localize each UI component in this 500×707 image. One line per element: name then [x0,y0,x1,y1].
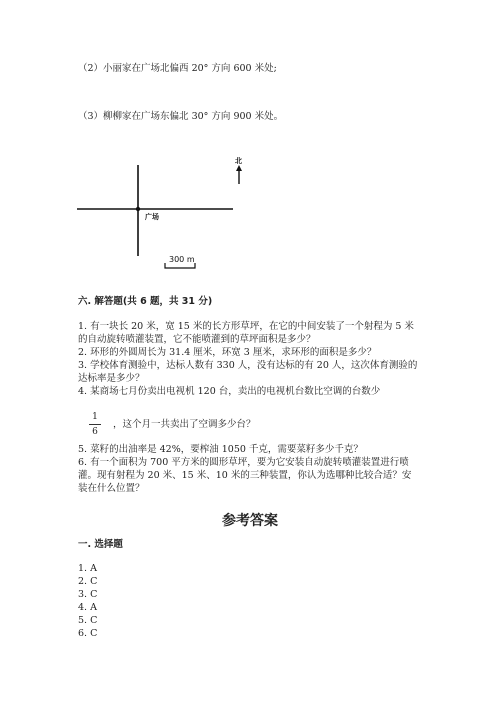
square-label: 广场 [145,213,159,221]
problem-line: 4. 某商场七月份卖出电视机 120 台，卖出的电视机台数比空调的台数少 [78,386,381,397]
problem-line: 的自动旋转喷灌装置，它不能喷灌到的草坪面积是多少？ [78,334,316,345]
fraction-one-sixth [89,412,101,437]
question-3-text: （3）柳柳家在广场东偏北 30° 方向 900 米处。 [78,111,284,122]
problem-line: 6. 有一个面积为 700 平方米的圆形草坪，要为它安装自动旋转喷灌装置进行喷 [78,457,409,468]
north-label: 北 [235,157,242,165]
problem-line: 装在什么位置？ [78,483,145,494]
answers-title: 参考答案 [222,513,278,529]
answer-item: 5. C [78,615,98,626]
problem-line: 5. 菜籽的出油率是 42%，要榨油 1050 千克，需要菜籽多少千克？ [78,444,363,455]
section-6-heading: 六. 解答题(共 6 题，共 31 分) [78,296,213,307]
square-center-dot [136,207,140,211]
problem-line: 1. 有一块长 20 米，宽 15 米的长方形草坪，在它的中间安装了一个射程为 5 米 [78,321,414,332]
problem-4-continuation: ，这个月一共卖出了空调多少台？ [113,419,256,430]
answer-item: 3. C [78,589,98,600]
problem-line: 灌。现有射程为 20 米、15 米、10 米的三种装置，你认为选哪种比较合适？安 [78,470,412,481]
problem-line: 2. 环形的外圆周长为 31.4 厘米，环宽 3 厘米，求环形的面积是多少？ [78,347,377,358]
answer-item: 6. C [78,628,98,639]
fraction-numerator: 1 [92,412,98,422]
problem-line: 3. 学校体育测验中，达标人数有 330 人，没有达标的有 20 人，这次体育测验的 [78,360,418,371]
answer-item: 2. C [78,576,98,587]
answers-section-heading: 一. 选择题 [78,539,123,550]
answer-item: 4. A [78,602,97,613]
question-2-text: （2）小丽家在广场北偏西 20° 方向 600 米处; [78,63,277,74]
north-arrow-icon [236,165,242,171]
scale-label: 300 m [169,255,195,264]
answer-item: 1. A [78,563,97,574]
fraction-denominator: 6 [92,427,98,437]
problem-line: 达标率是多少？ [78,373,145,384]
